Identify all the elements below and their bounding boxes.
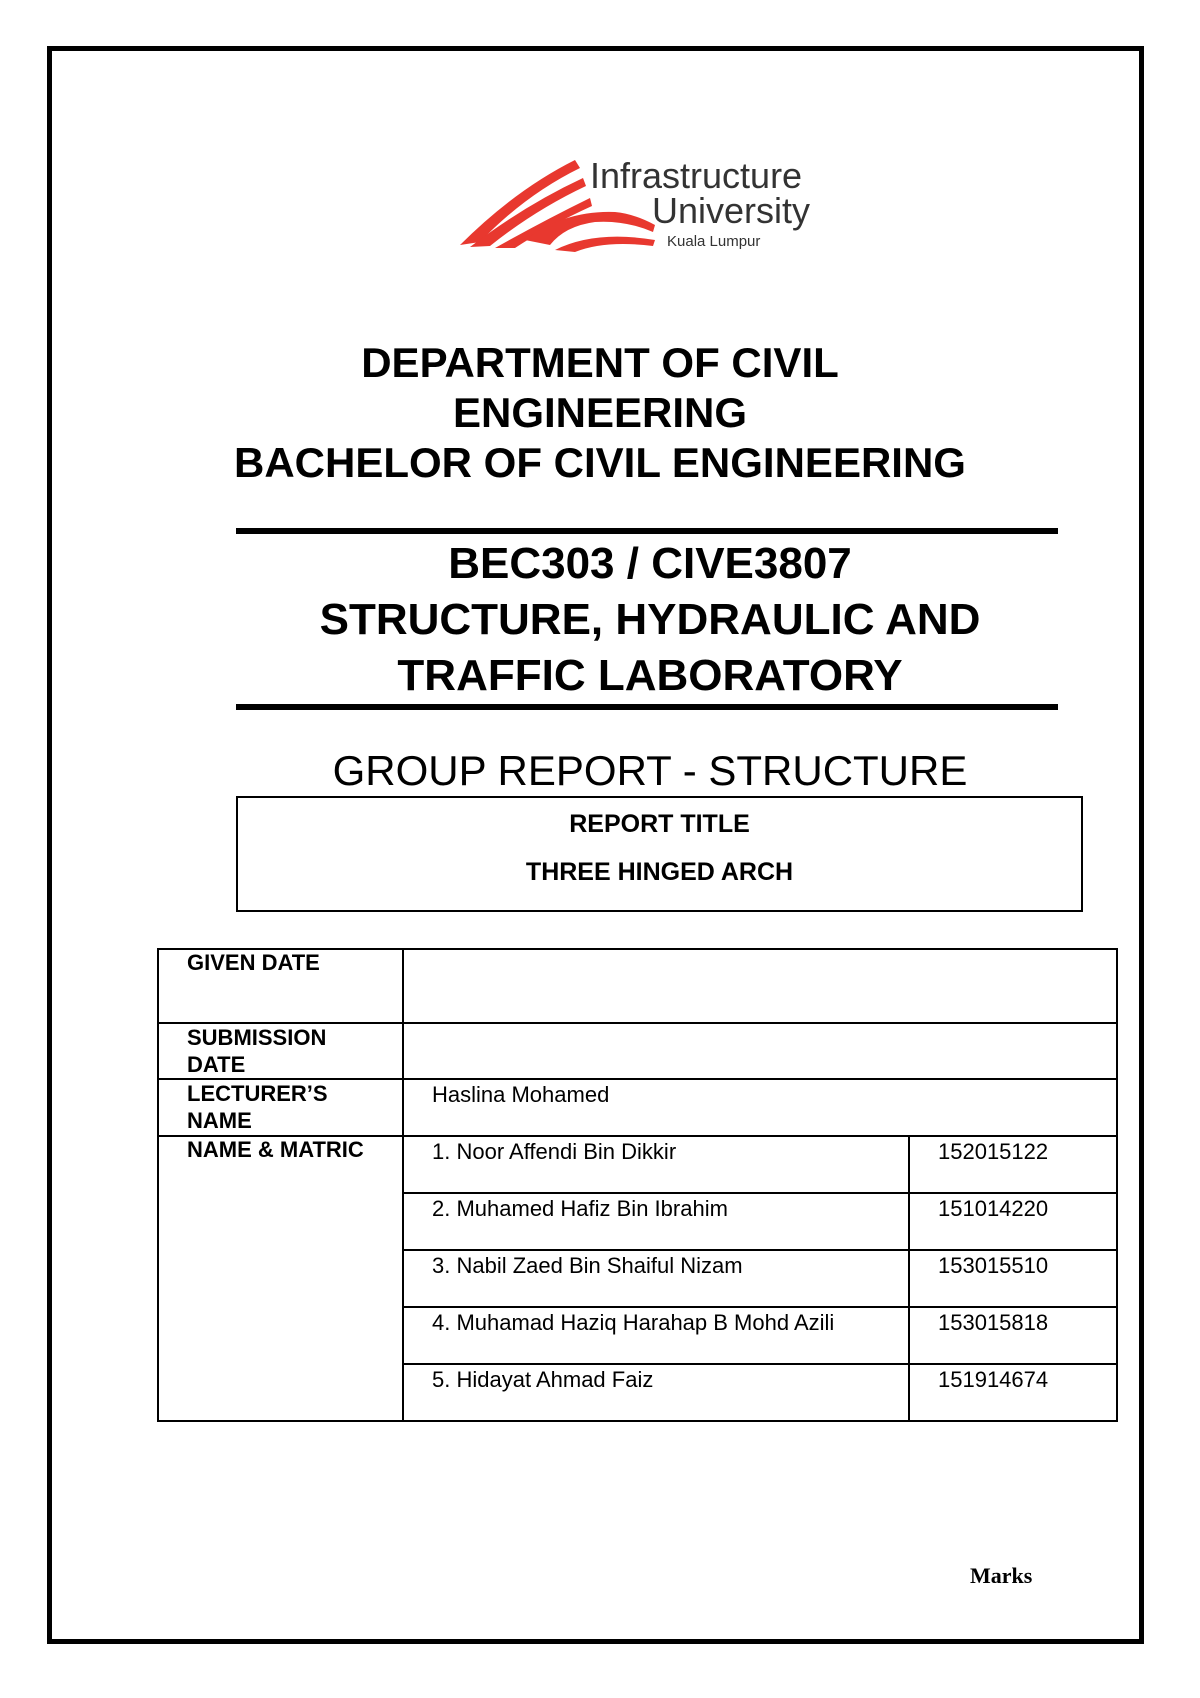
marks-label: Marks <box>970 1563 1033 1588</box>
divider-top <box>236 528 1058 534</box>
course-heading <box>100 536 1200 704</box>
member-name: 4. Muhamad Haziq Harahap B Mohd Azili <box>403 1307 909 1364</box>
member-matric: 151914674 <box>909 1364 1117 1421</box>
divider-bottom <box>236 704 1058 710</box>
info-table <box>157 948 1118 1422</box>
report-title-value: THREE HINGED ARCH <box>525 858 794 886</box>
member-matric: 152015122 <box>909 1136 1117 1193</box>
logo-line-3: Kuala Lumpur <box>667 233 761 250</box>
member-name: 1. Noor Affendi Bin Dikkir <box>403 1136 909 1193</box>
submission-date-label-line-1: SUBMISSION <box>187 1025 327 1050</box>
member-name: 2. Muhamed Hafiz Bin Ibrahim <box>403 1193 909 1250</box>
given-date-label: GIVEN DATE <box>158 949 403 1023</box>
member-name: 3. Nabil Zaed Bin Shaiful Nizam <box>403 1250 909 1307</box>
submission-date-label <box>158 1023 403 1079</box>
department-line-2: ENGINEERING <box>452 389 748 436</box>
table-row <box>158 1023 1117 1079</box>
logo-line-1: Infrastructure <box>590 155 803 196</box>
course-code: BEC303 / CIVE3807 <box>448 539 852 588</box>
table-row <box>158 949 1117 1023</box>
lecturer-label <box>158 1079 403 1136</box>
lecturer-value: Haslina Mohamed <box>403 1079 1117 1136</box>
submission-date-value <box>403 1023 1117 1079</box>
university-logo <box>455 150 855 260</box>
course-title-line-2: TRAFFIC LABORATORY <box>397 651 903 700</box>
member-matric: 153015510 <box>909 1250 1117 1307</box>
logo-line-2: University <box>652 190 811 231</box>
report-title-box <box>236 796 1083 912</box>
member-matric: 153015818 <box>909 1307 1117 1364</box>
department-line-1: DEPARTMENT OF CIVIL <box>361 339 839 386</box>
table-row <box>158 1079 1117 1136</box>
report-type: GROUP REPORT - STRUCTURE <box>332 747 968 794</box>
given-date-value <box>403 949 1117 1023</box>
lecturer-label-line-2: NAME <box>187 1108 252 1133</box>
lecturer-label-line-1: LECTURER’S <box>187 1081 328 1106</box>
course-title-line-1: STRUCTURE, HYDRAULIC AND <box>319 595 981 644</box>
submission-date-label-line-2: DATE <box>187 1052 246 1077</box>
member-name: 5. Hidayat Ahmad Faiz <box>403 1364 909 1421</box>
member-matric: 151014220 <box>909 1193 1117 1250</box>
members-label: NAME & MATRIC <box>158 1136 403 1421</box>
report-title-label: REPORT TITLE <box>569 810 750 838</box>
department-heading <box>100 338 1100 488</box>
department-line-3: BACHELOR OF CIVIL ENGINEERING <box>234 439 966 486</box>
table-row <box>158 1136 1117 1193</box>
